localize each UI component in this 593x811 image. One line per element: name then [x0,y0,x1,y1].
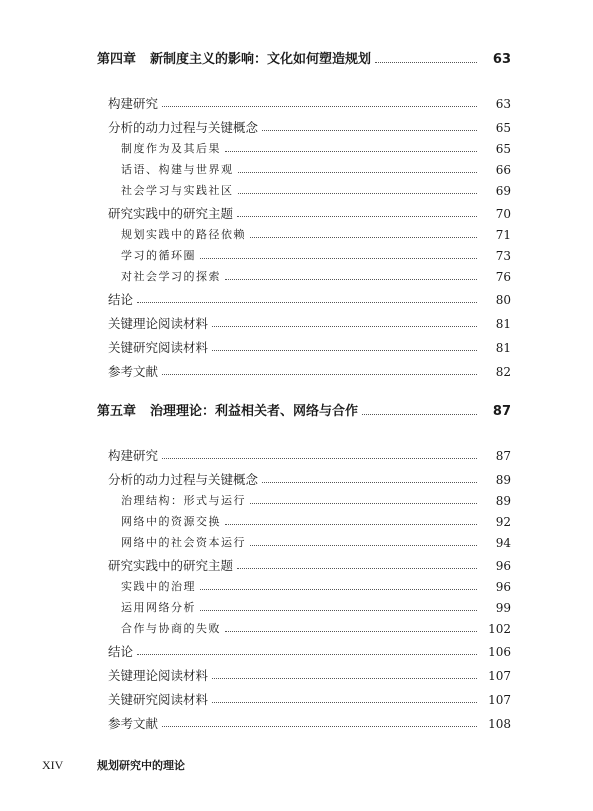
toc-subsection-row[interactable] [0,491,593,511]
toc-subsection-row[interactable] [0,181,593,201]
toc-page-number: 96 [495,559,511,573]
toc-subsection-row[interactable] [0,267,593,287]
toc-page-number: 80 [495,293,511,307]
toc-page-number: 87 [495,449,511,463]
toc-entry-title: 制度作为及其后果 [121,142,221,155]
toc-page-number: 66 [495,163,511,177]
toc-entry-title: 关键研究阅读材料 [108,340,209,355]
toc-subsection-row[interactable] [0,160,593,180]
dot-leader [200,257,477,259]
toc-entry-title: 关键理论阅读材料 [108,316,209,331]
toc-page-number: 81 [495,341,511,355]
toc-page-number: 81 [495,317,511,331]
page-number-roman: XIV [42,757,64,772]
toc-page-number: 65 [495,121,511,135]
toc-section-row[interactable] [0,338,593,358]
toc-page-number: 94 [495,536,511,550]
toc-entry-title: 治理结构：形式与运行 [121,494,246,507]
toc-entry-title: 分析的动力过程与关键概念 [108,120,259,135]
toc-entry-title: 网络中的资源交换 [121,515,221,528]
toc-page-number: 70 [495,207,511,221]
toc-entry-title: 运用网络分析 [121,601,196,614]
dot-leader [137,653,477,655]
toc-chapter-row[interactable] [0,402,593,422]
dot-leader [225,630,477,632]
dot-leader [237,215,477,217]
dot-leader [200,588,477,590]
toc-section-row[interactable] [0,470,593,490]
dot-leader [250,502,477,504]
toc-page-number: 107 [488,669,511,683]
toc-page-number: 108 [488,717,511,731]
chapter-title: 新制度主义的影响：文化如何塑造规划 [150,52,372,67]
toc-section-row[interactable] [0,690,593,710]
dot-leader [137,301,477,303]
toc-section-row[interactable] [0,94,593,114]
toc-chapter-row[interactable] [0,50,593,70]
dot-leader [162,373,477,375]
toc-entry-title: 网络中的社会资本运行 [121,536,246,549]
toc-subsection-row[interactable] [0,225,593,245]
toc-page-number: 106 [488,645,511,659]
toc-section-row[interactable] [0,314,593,334]
toc-entry-title: 合作与协商的失败 [121,622,221,635]
toc-subsection-row[interactable] [0,598,593,618]
dot-leader [250,544,477,546]
toc-entry-title: 关键理论阅读材料 [108,668,209,683]
toc-page-number: 92 [495,515,511,529]
chapter-number: 第五章 [97,404,137,419]
toc-page-number: 69 [495,184,511,198]
toc-entry-title: 研究实践中的研究主题 [108,558,234,573]
toc-entry-title: 构建研究 [108,448,159,463]
dot-leader [212,677,477,679]
dot-leader [162,725,477,727]
toc-subsection-row[interactable] [0,619,593,639]
dot-leader [162,457,477,459]
toc-entry-title: 分析的动力过程与关键概念 [108,472,259,487]
toc-entry-title: 参考文献 [108,364,159,379]
dot-leader [250,236,477,238]
toc-page-number: 89 [495,473,511,487]
toc-page-number: 96 [495,580,511,594]
dot-leader [362,413,477,415]
toc-subsection-row[interactable] [0,139,593,159]
toc-section-row[interactable] [0,118,593,138]
dot-leader [212,701,477,703]
toc-entry-title: 学习的循环圈 [121,249,196,262]
toc-entry-title: 构建研究 [108,96,159,111]
toc-section-row[interactable] [0,290,593,310]
toc-entry-title: 话语、构建与世界观 [121,163,234,176]
toc-page-number: 102 [488,622,511,636]
toc-entry-title: 研究实践中的研究主题 [108,206,234,221]
dot-leader [212,349,477,351]
toc-page-number: 63 [495,97,511,111]
toc-page-number: 82 [495,365,511,379]
toc-section-row[interactable] [0,556,593,576]
toc-page-number: 107 [488,693,511,707]
toc-section-row[interactable] [0,446,593,466]
running-book-title: 规划研究中的理论 [97,759,185,772]
chapter-number: 第四章 [97,52,137,67]
toc-entry-title: 规划实践中的路径依赖 [121,228,246,241]
dot-leader [225,150,477,152]
toc-entry-title [0,50,371,70]
dot-leader [237,567,477,569]
dot-leader [212,325,477,327]
toc-subsection-row[interactable] [0,577,593,597]
toc-subsection-row[interactable] [0,246,593,266]
toc-entry-title: 结论 [108,292,134,307]
dot-leader [200,609,477,611]
chapter-title: 治理理论：利益相关者、网络与合作 [150,404,359,419]
dot-leader [225,523,477,525]
toc-entry-title: 参考文献 [108,716,159,731]
dot-leader [225,278,477,280]
dot-leader [262,129,477,131]
toc-section-row[interactable] [0,642,593,662]
toc-page-number: 63 [492,52,511,67]
toc-entry-title: 结论 [108,644,134,659]
toc-page-number: 87 [492,404,511,419]
dot-leader [238,192,478,194]
page-footer [0,755,593,775]
dot-leader [375,61,477,63]
dot-leader [262,481,477,483]
toc-entry-title [0,402,358,422]
toc-section-row[interactable] [0,666,593,686]
toc-page-number: 71 [495,228,511,242]
toc-section-row[interactable] [0,362,593,382]
toc-entry-title: 关键研究阅读材料 [108,692,209,707]
toc-section-row[interactable] [0,714,593,734]
toc-page-number: 73 [495,249,511,263]
toc-page-number: 65 [495,142,511,156]
toc-page-number: 76 [495,270,511,284]
dot-leader [162,105,477,107]
toc-section-row[interactable] [0,204,593,224]
toc-entry-title: 对社会学习的探索 [121,270,221,283]
dot-leader [238,171,478,173]
toc-page-number: 89 [495,494,511,508]
toc-entry-title: 社会学习与实践社区 [121,184,234,197]
toc-page-number: 99 [495,601,511,615]
toc-subsection-row[interactable] [0,533,593,553]
toc-entry-title: 实践中的治理 [121,580,196,593]
toc-subsection-row[interactable] [0,512,593,532]
